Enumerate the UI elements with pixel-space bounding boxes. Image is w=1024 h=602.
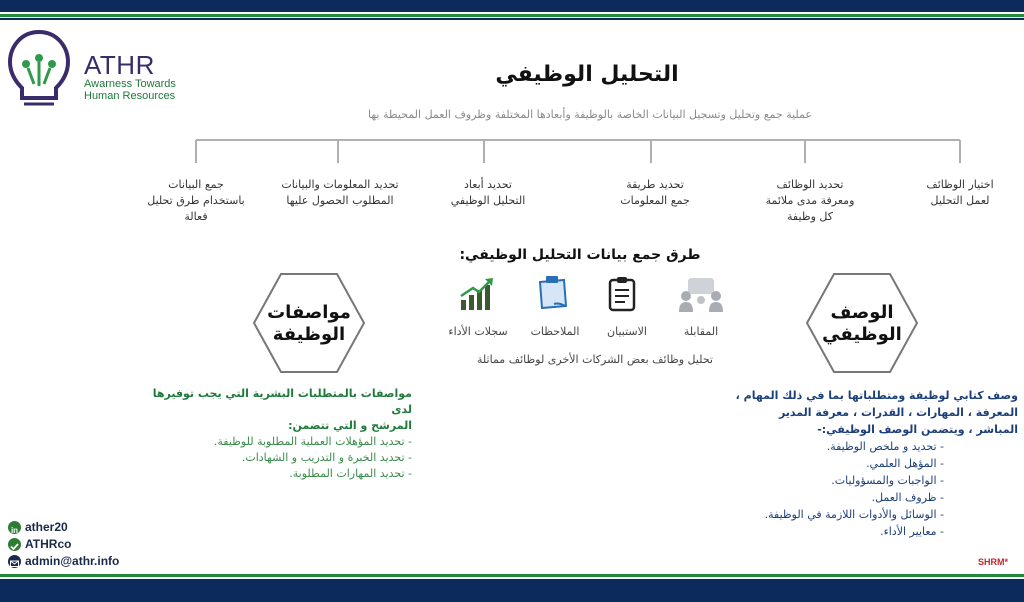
hex-label-line: الوصف xyxy=(830,302,894,323)
job-specs-item: - تحديد المهارات المطلوبة. xyxy=(289,467,412,480)
step-collection-method xyxy=(595,177,715,209)
brand-tagline-1: Awarness Towards xyxy=(84,78,176,90)
step-line: تحديد طريقة xyxy=(626,178,684,191)
svg-text:in: in xyxy=(10,526,19,535)
job-specs-item: - تحديد الخبرة و التدريب و الشهادات. xyxy=(241,451,412,464)
job-specs-item: - تحديد المؤهلات العملية المطلوبة للوظيفة. xyxy=(213,435,412,448)
hex-label-line: مواصفات xyxy=(267,302,351,323)
job-description-item: - ظروف العمل. xyxy=(871,491,944,504)
contact-check-text: ATHRco xyxy=(25,537,72,551)
job-description-hex-label xyxy=(805,302,919,346)
hex-label-line: الوظيفي xyxy=(822,324,902,345)
note-icon xyxy=(536,276,570,312)
job-description-text xyxy=(726,387,1018,438)
linkedin-icon xyxy=(8,521,21,534)
method-label-questionnaire: الاستبيان xyxy=(607,325,647,338)
step-analysis-dimensions xyxy=(428,177,548,209)
page-subtitle: عملية جمع وتحليل وتسجيل البيانات الخاصة بالوظيفة وأبعادها المختلفة وظروف العمل المحيطة بها xyxy=(368,108,812,121)
job-description-item: - المؤهل العلمي. xyxy=(866,457,944,470)
page-title: التحليل الوظيفي xyxy=(495,62,679,87)
method-label-performance-records: سجلات الأداء xyxy=(448,325,508,338)
contact-email-text: admin@athr.info xyxy=(25,554,120,568)
job-description-list xyxy=(726,438,944,540)
job-description-heading: المعرفة ، المهارات ، القدرات ، معرفة المدير xyxy=(778,406,1018,419)
brand-name: ATHR xyxy=(84,50,155,80)
step-line: المطلوب الحصول عليها xyxy=(286,194,394,207)
bottom-navy-band xyxy=(0,579,1024,602)
step-collect-data xyxy=(136,177,256,225)
step-identify-jobs xyxy=(750,177,870,225)
interview-icon xyxy=(678,276,724,312)
check-badge-icon xyxy=(8,538,21,551)
job-description-item: - تحديد و ملخص الوظيفة. xyxy=(826,440,944,453)
growth-chart-icon xyxy=(459,276,495,312)
job-description-heading: وصف كتابي لوظيفة ومتطلباتها بما في ذلك المهام ، xyxy=(735,389,1018,402)
hex-label-line: الوظيفة xyxy=(272,324,346,345)
step-line: جمع البيانات xyxy=(168,178,224,191)
step-required-data xyxy=(265,177,415,209)
methods-title: طرق جمع بيانات التحليل الوظيفي: xyxy=(459,247,701,263)
step-line: فعالة xyxy=(184,210,208,223)
job-description-heading: المباشر ، ويتضمن الوصف الوظيفي:- xyxy=(817,423,1018,436)
job-description-item: - الوسائل والأدوات اللازمة في الوظيفة. xyxy=(764,508,944,521)
clipboard-icon xyxy=(607,276,637,312)
job-description-item: - الواجبات والمسؤوليات. xyxy=(831,474,944,487)
step-line: لعمل التحليل xyxy=(930,194,990,207)
job-specs-hex-label xyxy=(252,302,366,346)
step-line: تحديد الوظائف xyxy=(776,178,844,191)
job-specs-text xyxy=(150,386,412,482)
step-line: جمع المعلومات xyxy=(620,194,690,207)
step-line: ومعرفة مدى ملائمة xyxy=(765,194,855,207)
step-line: تحديد أبعاد xyxy=(464,178,512,191)
job-specs-heading: المرشح و التي تتضمن: xyxy=(288,419,412,432)
step-line: كل وظيفة xyxy=(787,210,833,223)
step-select-jobs xyxy=(905,177,1015,209)
job-description-item: - معايير الأداء. xyxy=(880,525,944,538)
methods-note: تحليل وظائف بعض الشركات الأخرى لوظائف مماثلة xyxy=(477,353,713,366)
bottom-green-stripe xyxy=(0,574,1024,577)
step-line: باستخدام طرق تحليل xyxy=(147,194,245,207)
email-icon xyxy=(8,555,21,568)
step-line: التحليل الوظيفي xyxy=(450,194,526,207)
step-line: اختيار الوظائف xyxy=(926,178,994,191)
method-label-observations: الملاحظات xyxy=(530,325,580,338)
brand-tagline-2: Human Resources xyxy=(84,90,176,102)
source-label: SHRM* xyxy=(978,557,1009,567)
contact-linkedin-text: ather20 xyxy=(25,520,68,534)
method-label-interview: المقابلة xyxy=(683,325,719,338)
job-specs-heading: مواصفات بالمتطلبات البشرية التي يجب توفيرها لدى xyxy=(152,387,412,416)
step-line: تحديد المعلومات والبيانات xyxy=(281,178,399,191)
